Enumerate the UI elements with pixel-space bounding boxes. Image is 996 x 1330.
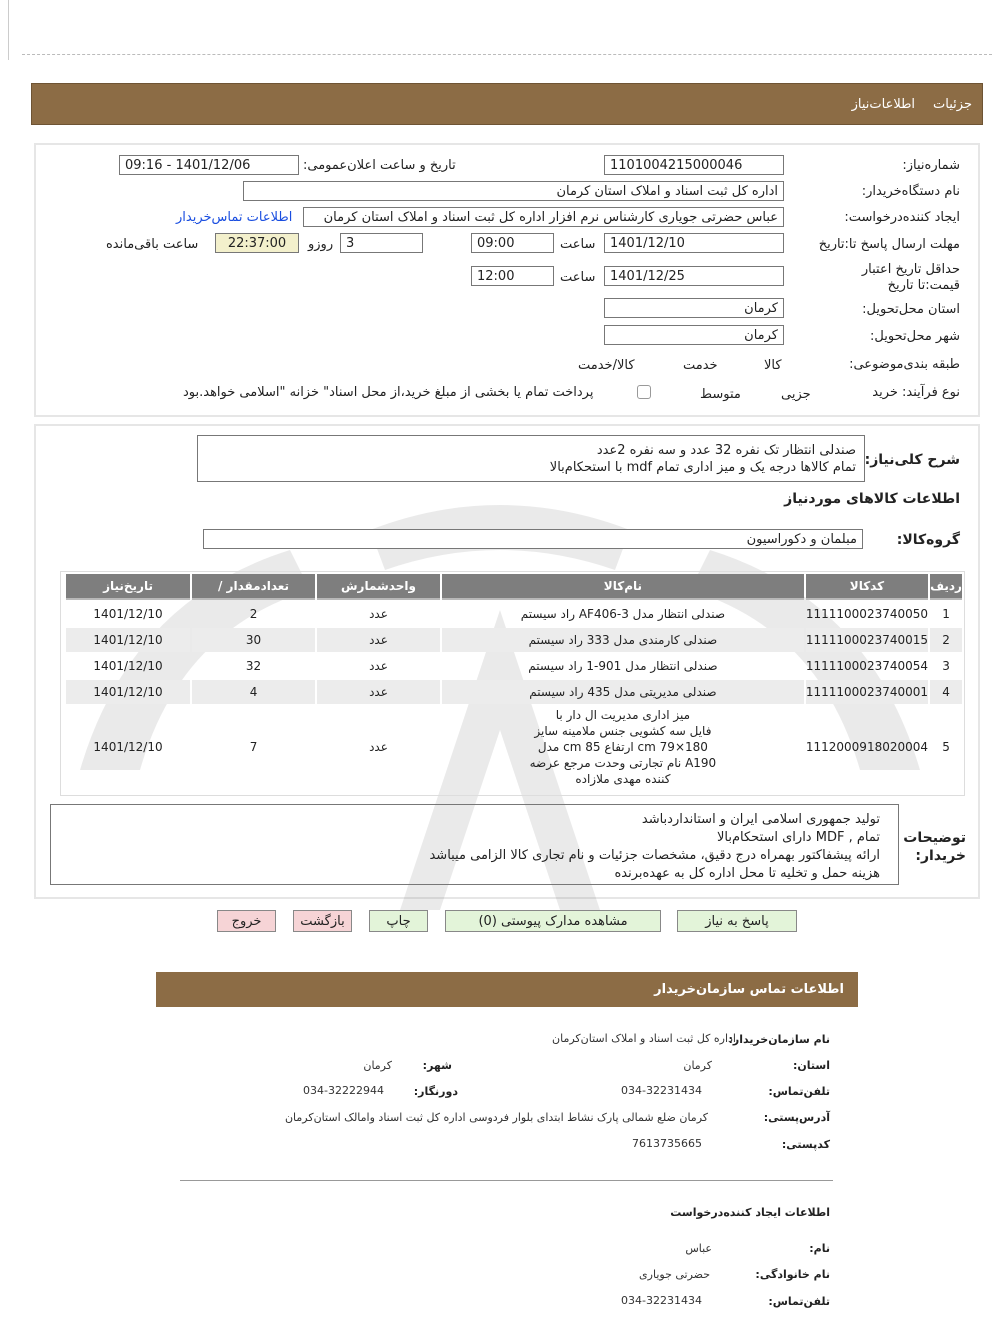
row-number: 4 <box>930 680 962 704</box>
remaining-time-field: 22:37:00 <box>215 233 299 253</box>
fax-value: 034-32222944 <box>303 1084 384 1097</box>
item-qty: 32 <box>245 659 262 673</box>
item-code: 1112000918020004 <box>805 740 929 754</box>
item-date: 1401/12/10 <box>93 659 163 673</box>
summary-box <box>197 435 865 482</box>
item-name-line: فایل سه کشویی جنس ملامینه سایز <box>534 724 712 738</box>
address-label: آدرس‌پستی: <box>763 1111 830 1124</box>
item-code: 1111100023740050 <box>805 607 929 621</box>
item-code: 1111100023740054 <box>805 659 929 673</box>
item-unit: عدد <box>369 607 388 621</box>
goods-table-frame <box>60 571 965 796</box>
item-qty: 2 <box>249 607 258 621</box>
process-medium-label: متوسط <box>700 387 741 402</box>
category-label: طبقه بندی‌موضوعی: <box>849 357 960 372</box>
goods-table <box>64 572 964 790</box>
fax-label: دورنگار: <box>413 1085 458 1098</box>
creator-family-value: حضرتی جویاری <box>639 1268 710 1281</box>
creator-title: اطلاعات ایجاد کننده‌درخواست <box>670 1206 830 1219</box>
province-contact-label: استان: <box>793 1059 830 1072</box>
city-field: کرمان <box>604 325 784 345</box>
item-code: 1111100023740001 <box>806 680 928 704</box>
item-name-line: میز اداری مدیریت ال دار با <box>555 708 691 722</box>
item-name-line: 180×79 cm ارتفاع 85 cm مدل <box>537 740 708 754</box>
zip-label: کدپستی: <box>781 1138 830 1151</box>
page-border-line <box>8 0 9 60</box>
phone-value: 034-32231434 <box>621 1084 702 1097</box>
creator-phone-value: 034-32231434 <box>621 1294 702 1307</box>
summary-label: شرح کلی‌نیاز: <box>864 452 960 468</box>
buyer-notes-label-2: خریدار: <box>915 848 966 864</box>
top-divider <box>22 54 992 55</box>
buyer-note-line: تولید جمهوری اسلامی ایران و استانداردباشد <box>641 812 880 827</box>
org-label: نام سازمان‌خریدار: <box>728 1033 830 1046</box>
item-name: صندلی انتظار مدل AF406-3 راد سیستم <box>520 607 726 621</box>
tab-details[interactable]: جزئیات <box>933 96 972 112</box>
col-row-header: ردیف <box>930 574 962 600</box>
header-bar <box>31 83 983 125</box>
city-contact-label: شهر: <box>422 1059 452 1072</box>
buyer-notes-label <box>903 829 966 865</box>
province-label: استان محل‌تحویل: <box>862 302 960 317</box>
address-value: کرمان ضلع شمالی پارک نشاط ابتدای بلوار فردوسی اداره کل ثبت اسناد وامالک استان‌کرمان <box>284 1111 708 1124</box>
item-qty: 4 <box>192 680 315 704</box>
col-unit-header: واحدشمارش <box>317 574 440 600</box>
buyer-notes-box <box>50 804 899 885</box>
row-number: 2 <box>930 628 962 652</box>
back-button[interactable]: بازگشت <box>293 910 352 932</box>
item-date: 1401/12/10 <box>93 740 163 754</box>
item-qty: 30 <box>192 628 315 652</box>
buyer-org-field: اداره کل ثبت اسناد و املاک استان کرمان <box>243 181 784 201</box>
validity-date-field: 1401/12/25 <box>604 266 784 286</box>
creator-name-label: نام: <box>809 1242 830 1255</box>
deadline-date-field: 1401/12/10 <box>604 233 784 253</box>
deadline-time-field: 09:00 <box>471 233 554 253</box>
print-button[interactable]: چاپ <box>369 910 428 932</box>
announce-label: تاریخ و ساعت اعلان‌عمومی: <box>303 158 456 173</box>
item-name <box>442 706 804 788</box>
buyer-note-line: تمام , MDF دارای استحکام‌بالا <box>717 830 880 845</box>
org-value: اداره کل ثبت اسناد و املاک استان‌کرمان <box>552 1032 736 1045</box>
item-name: صندلی مدیریتی مدل 435 راد سیستم <box>442 680 804 704</box>
validity-label: حداقل تاریخ اعتبار قیمت:تا تاریخ <box>861 262 960 293</box>
remaining-label: ساعت باقی‌مانده <box>106 237 199 252</box>
col-name-header: نام‌کالا <box>442 574 804 600</box>
reply-button[interactable]: پاسخ به نیاز <box>677 910 797 932</box>
table-row <box>66 602 962 626</box>
attachments-button[interactable]: مشاهده مدارک پیوستی (0) <box>445 910 661 932</box>
row-number: 3 <box>942 659 950 673</box>
requester-field: عباس حضرتی جویاری کارشناس نرم افزار اداره کل ثبت اسناد و املاک استان کرمان <box>303 207 784 227</box>
row-number: 5 <box>942 740 950 754</box>
contact-divider <box>180 1180 833 1181</box>
process-label: نوع فرآیند: خرید <box>872 385 960 400</box>
announce-field: 1401/12/06 - 09:16 <box>119 155 299 175</box>
summary-line-1: صندلی انتظار تک نفره 32 عدد و سه نفره 2عدد <box>596 443 856 458</box>
deadline-label: مهلت ارسال پاسخ تا:تاریخ <box>818 237 960 252</box>
group-field: مبلمان و دکوراسیون <box>203 529 863 549</box>
creator-phone-label: تلفن‌تماس: <box>768 1295 830 1308</box>
need-number-field: 1101004215000046 <box>604 155 784 175</box>
item-name: صندلی انتظار مدل 901-1 راد سیستم <box>528 659 718 673</box>
buyer-notes-label-1: توضیحات <box>903 830 966 846</box>
zip-value: 7613735665 <box>632 1137 702 1150</box>
creator-name-value: عباس <box>685 1242 712 1255</box>
item-unit: عدد <box>317 628 440 652</box>
process-partial-label: جزیی <box>781 387 811 402</box>
validity-time-label: ساعت <box>560 270 596 285</box>
item-date: 1401/12/10 <box>66 628 190 652</box>
contact-section-header: اطلاعات تماس سازمان‌خریدار <box>156 972 858 1007</box>
category-service-label: خدمت <box>683 358 718 373</box>
item-name-line: کننده مهدی ملازاده <box>575 772 671 786</box>
item-date: 1401/12/10 <box>66 680 190 704</box>
item-name-line: A190 نام تجارتی وحدت مرجع عرضه <box>529 756 717 770</box>
item-date: 1401/12/10 <box>93 607 163 621</box>
item-qty: 7 <box>249 740 258 754</box>
item-code: 1111100023740015 <box>806 628 928 652</box>
city-contact-value: کرمان <box>363 1059 392 1072</box>
item-unit: عدد <box>317 680 440 704</box>
col-date-header: تاریخ‌نیاز <box>66 574 190 600</box>
phone-label: تلفن‌تماس: <box>768 1085 830 1098</box>
exit-button[interactable]: خروج <box>217 910 276 932</box>
table-row <box>66 680 962 704</box>
deadline-time-label: ساعت <box>560 237 596 252</box>
province-field: کرمان <box>604 298 784 318</box>
buyer-note-line: ارائه پیشفاکتور بهمراه درج دقیق، مشخصات جزئیات و نام تجاری کالا الزامی میباشد <box>429 848 880 863</box>
buyer-org-label: نام دستگاه‌خریدار: <box>861 184 960 199</box>
item-unit: عدد <box>369 659 388 673</box>
need-number-label: شماره‌نیاز: <box>902 158 960 173</box>
summary-line-2: تمام کالاها درجه یک و میز اداری تمام mdf با استحکام‌بالا <box>549 460 856 475</box>
col-qty-header: تعدادمقدار / <box>192 574 315 600</box>
buyer-contact-link[interactable]: اطلاعات تماس‌خریدار <box>176 210 293 225</box>
goods-title: اطلاعات کالاهای موردنیاز <box>784 491 960 507</box>
item-name: صندلی کارمندی مدل 333 راد سیستم <box>442 628 804 652</box>
payment-note: پرداخت تمام یا بخشی از مبلغ خرید،از محل اسناد" خزانه "اسلامی خواهد.بود <box>183 385 594 400</box>
province-contact-value: کرمان <box>683 1059 712 1072</box>
col-code-header: کدکالا <box>806 574 928 600</box>
creator-family-label: نام خانوادگی: <box>755 1268 830 1281</box>
tab-need-info[interactable]: اطلاعات‌نیاز <box>851 96 916 112</box>
days-label: روزو <box>308 237 334 252</box>
item-unit: عدد <box>369 740 388 754</box>
table-row <box>66 654 962 678</box>
buyer-note-line: هزینه حمل و تخلیه تا محل اداره کل به عهده‌برنده <box>614 866 880 881</box>
row-number: 1 <box>942 607 950 621</box>
requester-label: ایجاد کننده‌درخواست: <box>844 210 960 225</box>
days-field: 3 <box>340 233 423 253</box>
table-row <box>66 706 962 788</box>
table-row <box>66 628 962 652</box>
category-both-label: کالا/خدمت <box>578 358 635 373</box>
category-goods-label: کالا <box>764 358 782 373</box>
payment-checkbox[interactable] <box>637 385 651 399</box>
city-label: شهر محل‌تحویل: <box>870 329 960 344</box>
validity-time-field: 12:00 <box>471 266 554 286</box>
group-label: گروه‌کالا: <box>896 532 960 548</box>
